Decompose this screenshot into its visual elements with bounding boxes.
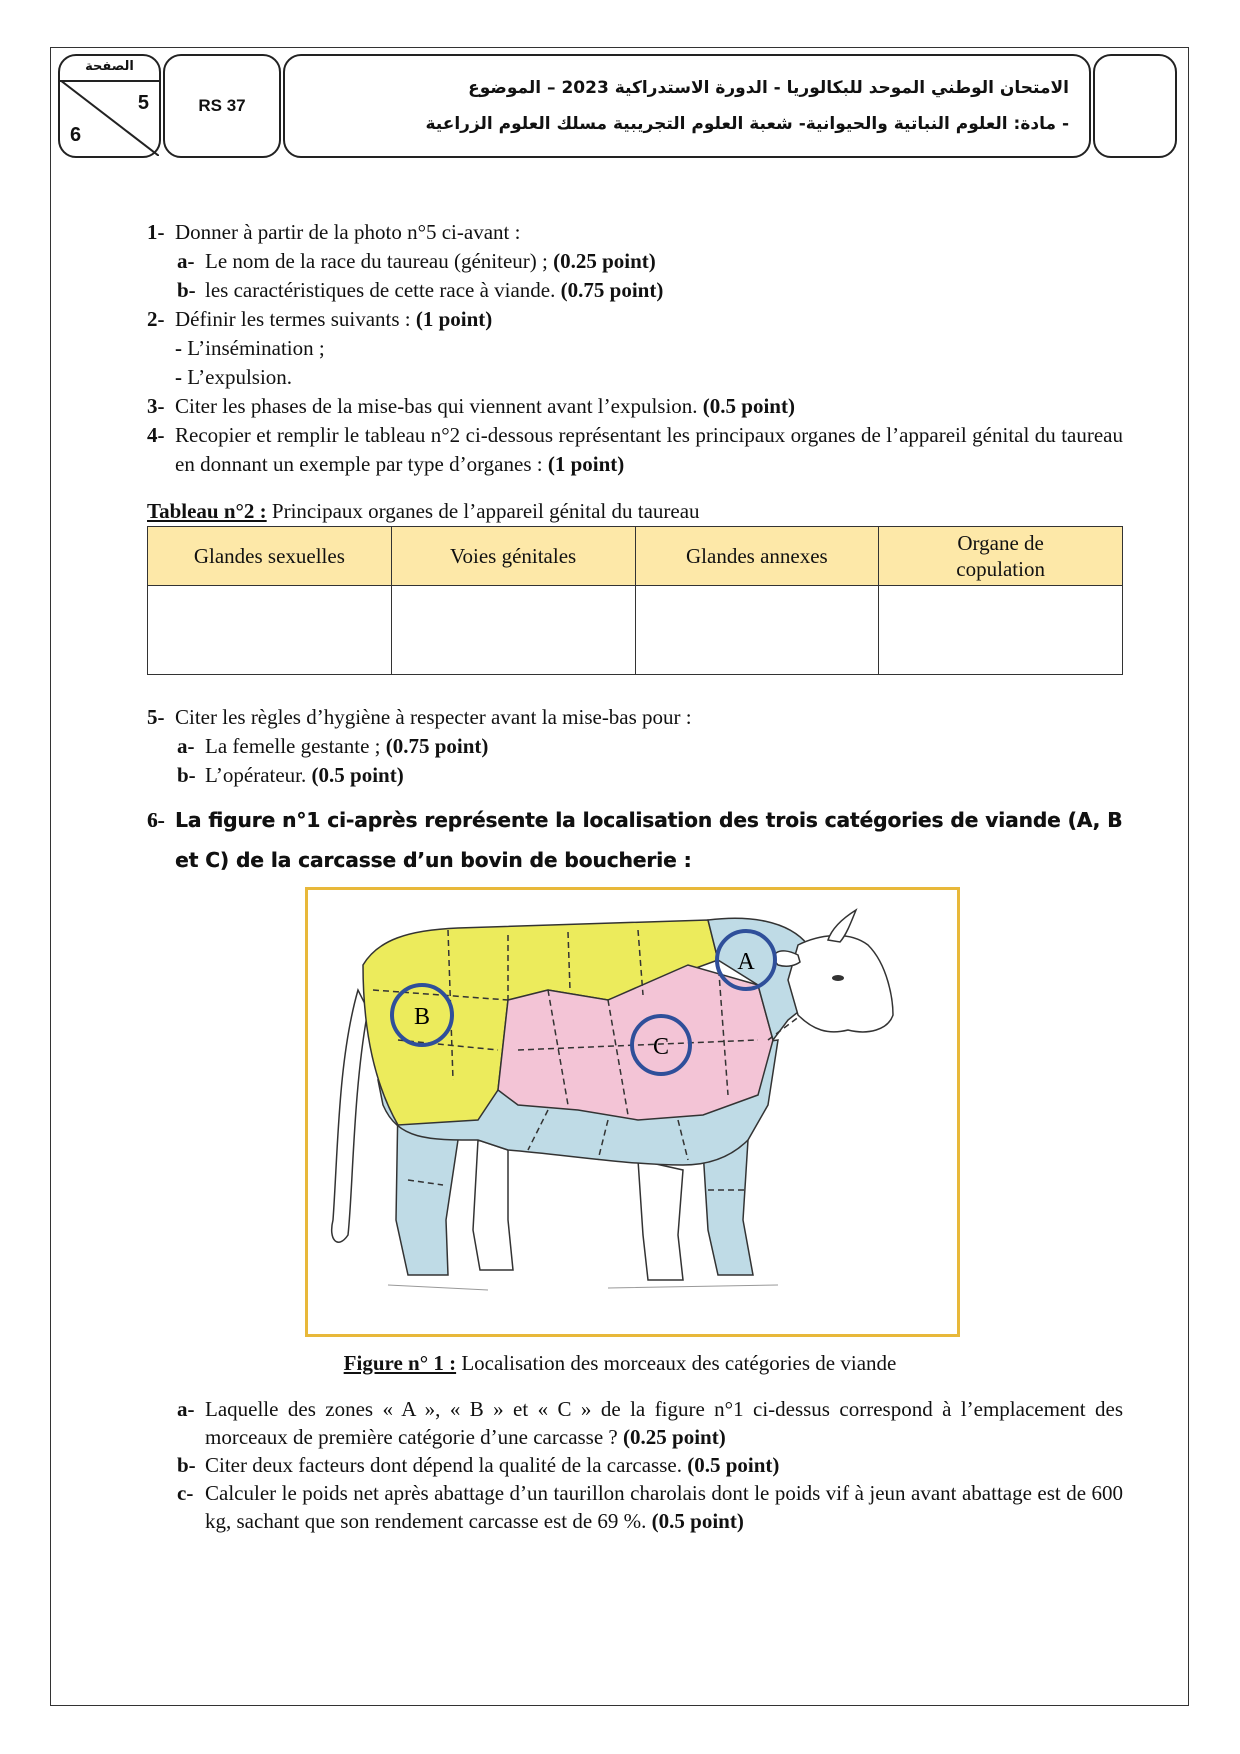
q6-text: La figure n°1 ci-après représente la localisation des trois catégories de viande (A, B et C) de la carcasse d’un bovin de boucherie : [175, 808, 1123, 872]
table-answer-cell[interactable] [879, 586, 1123, 675]
cow-head [788, 936, 893, 1032]
question-1b [147, 276, 1123, 305]
table2-title-text: Principaux organes de l’appareil génital du taureau [271, 499, 700, 523]
q2-term-2-text: L’expulsion. [187, 365, 293, 389]
question-5a [147, 732, 1123, 761]
q5-text: Citer les règles d’hygiène à respecter avant la mise-bas pour : [175, 705, 692, 729]
q1-number: 1- [147, 220, 165, 244]
figure-1 [305, 887, 960, 1337]
q6c-text: Calculer le poids net après abattage d’un taurillon charolais dont le poids vif à jeun avant abattage est de 600 kg, sachant que son rendement carcasse est de 69 %. [205, 1481, 1123, 1533]
figure-caption-label: Figure n° 1 : [343, 1351, 457, 1375]
zone-c-label: C [652, 1034, 670, 1060]
q2-text: Définir les termes suivants : [175, 307, 411, 331]
header-empty-box [1093, 54, 1177, 158]
q1a-number: a- [177, 249, 195, 273]
q6b-text: Citer deux facteurs dont dépend la qualité de la carcasse. [205, 1453, 682, 1477]
question-2 [147, 305, 1123, 334]
figure-caption [0, 1351, 1240, 1376]
q1b-number: b- [177, 278, 196, 302]
q3-text: Citer les phases de la mise-bas qui viennent avant l’expulsion. [175, 394, 698, 418]
question-6 [147, 800, 1123, 880]
question-4 [147, 421, 1123, 479]
table-header-row [148, 527, 1123, 586]
figure-caption-text: Localisation des morceaux des catégories de viande [461, 1351, 897, 1375]
exam-title-line1: الامتحان الوطني الموحد للبكالوريا - الدورة الاستدراكية 2023 – الموضوع [468, 78, 1069, 98]
q1a-text: Le nom de la race du taureau (géniteur) ; [205, 249, 548, 273]
table2-title [147, 497, 1123, 526]
cow-eye [832, 975, 844, 981]
table-header-cell: Glandes annexes [635, 527, 879, 586]
leg-back-inner [473, 1140, 513, 1270]
q5a-number: a- [177, 734, 195, 758]
table-answer-cell[interactable] [391, 586, 635, 675]
zone-a-label: A [737, 949, 755, 975]
page-current: 5 [137, 92, 149, 114]
leg-front [638, 1160, 683, 1280]
q6c-points: (0.5 point) [651, 1509, 744, 1533]
q6c-number: c- [177, 1481, 194, 1505]
exam-content [147, 218, 1123, 880]
q5a-points: (0.75 point) [385, 734, 489, 758]
q3-number: 3- [147, 394, 165, 418]
q1-text: Donner à partir de la photo n°5 ci-avant : [175, 220, 521, 244]
table-answer-cell[interactable] [148, 586, 392, 675]
q1b-points: (0.75 point) [560, 278, 664, 302]
table-header-text: Organe de copulation [956, 531, 1045, 581]
q2-number: 2- [147, 307, 165, 331]
q4-number: 4- [147, 423, 165, 447]
table-header-cell: Voies génitales [391, 527, 635, 586]
cattle-cuts-diagram [308, 890, 957, 1334]
exam-title-line2: - مادة: العلوم النباتية والحيوانية- شعبة العلوم التجريبية مسلك العلوم الزراعية [425, 114, 1069, 134]
q2-term-2: - L’expulsion. [175, 365, 293, 389]
q5b-text: L’opérateur. [205, 763, 307, 787]
page-label: الصفحة [85, 59, 134, 74]
tail [332, 990, 368, 1242]
q4-text: Recopier et remplir le tableau n°2 ci-dessous représentant les principaux organes de l’appareil génital du taureau en donnant un exemple par type d’organes : [175, 423, 1123, 476]
q6b-points: (0.5 point) [687, 1453, 780, 1477]
q6a-points: (0.25 point) [623, 1425, 726, 1449]
q4-points: (1 point) [547, 452, 625, 476]
q1b-text: les caractéristiques de cette race à viande. [205, 278, 556, 302]
question-5b [147, 761, 1123, 790]
page-number-box [58, 54, 161, 158]
q2-term-1-text: L’insémination ; [187, 336, 325, 360]
ground [388, 1285, 778, 1290]
question-6c [147, 1479, 1123, 1535]
question-6b [147, 1451, 1123, 1479]
organs-table [147, 526, 1123, 675]
q6b-number: b- [177, 1453, 196, 1477]
question-1a [147, 247, 1123, 276]
q1a-points: (0.25 point) [553, 249, 656, 273]
exam-code: RS 37 [198, 96, 246, 115]
q2-term-1: - L’insémination ; [175, 336, 325, 360]
question-5 [147, 703, 1123, 732]
q6-number: 6- [147, 808, 165, 832]
q6a-number: a- [177, 1397, 195, 1421]
table-answer-row [148, 586, 1123, 675]
q5b-points: (0.5 point) [311, 763, 404, 787]
table2-title-label: Tableau n°2 : [147, 499, 267, 523]
table-header-cell: Glandes sexuelles [148, 527, 392, 586]
exam-code-box [163, 54, 281, 158]
q3-points: (0.5 point) [702, 394, 795, 418]
q5b-number: b- [177, 763, 196, 787]
question-3 [147, 392, 1123, 421]
q6a-text: Laquelle des zones « A », « B » et « C » de la figure n°1 ci-dessus correspond à l’emplacement des morceaux de première catégorie d’une carcasse ? [205, 1397, 1123, 1449]
question-6a [147, 1395, 1123, 1451]
table-answer-cell[interactable] [635, 586, 879, 675]
exam-title-box [283, 54, 1091, 158]
q5-number: 5- [147, 705, 165, 729]
question-1 [147, 218, 1123, 247]
q2-points: (1 point) [415, 307, 493, 331]
table-header-cell [879, 527, 1123, 586]
page-total: 6 [70, 124, 82, 146]
question-6-subparts [147, 1395, 1123, 1535]
q5a-text: La femelle gestante ; [205, 734, 381, 758]
zone-b-label: B [413, 1004, 431, 1030]
